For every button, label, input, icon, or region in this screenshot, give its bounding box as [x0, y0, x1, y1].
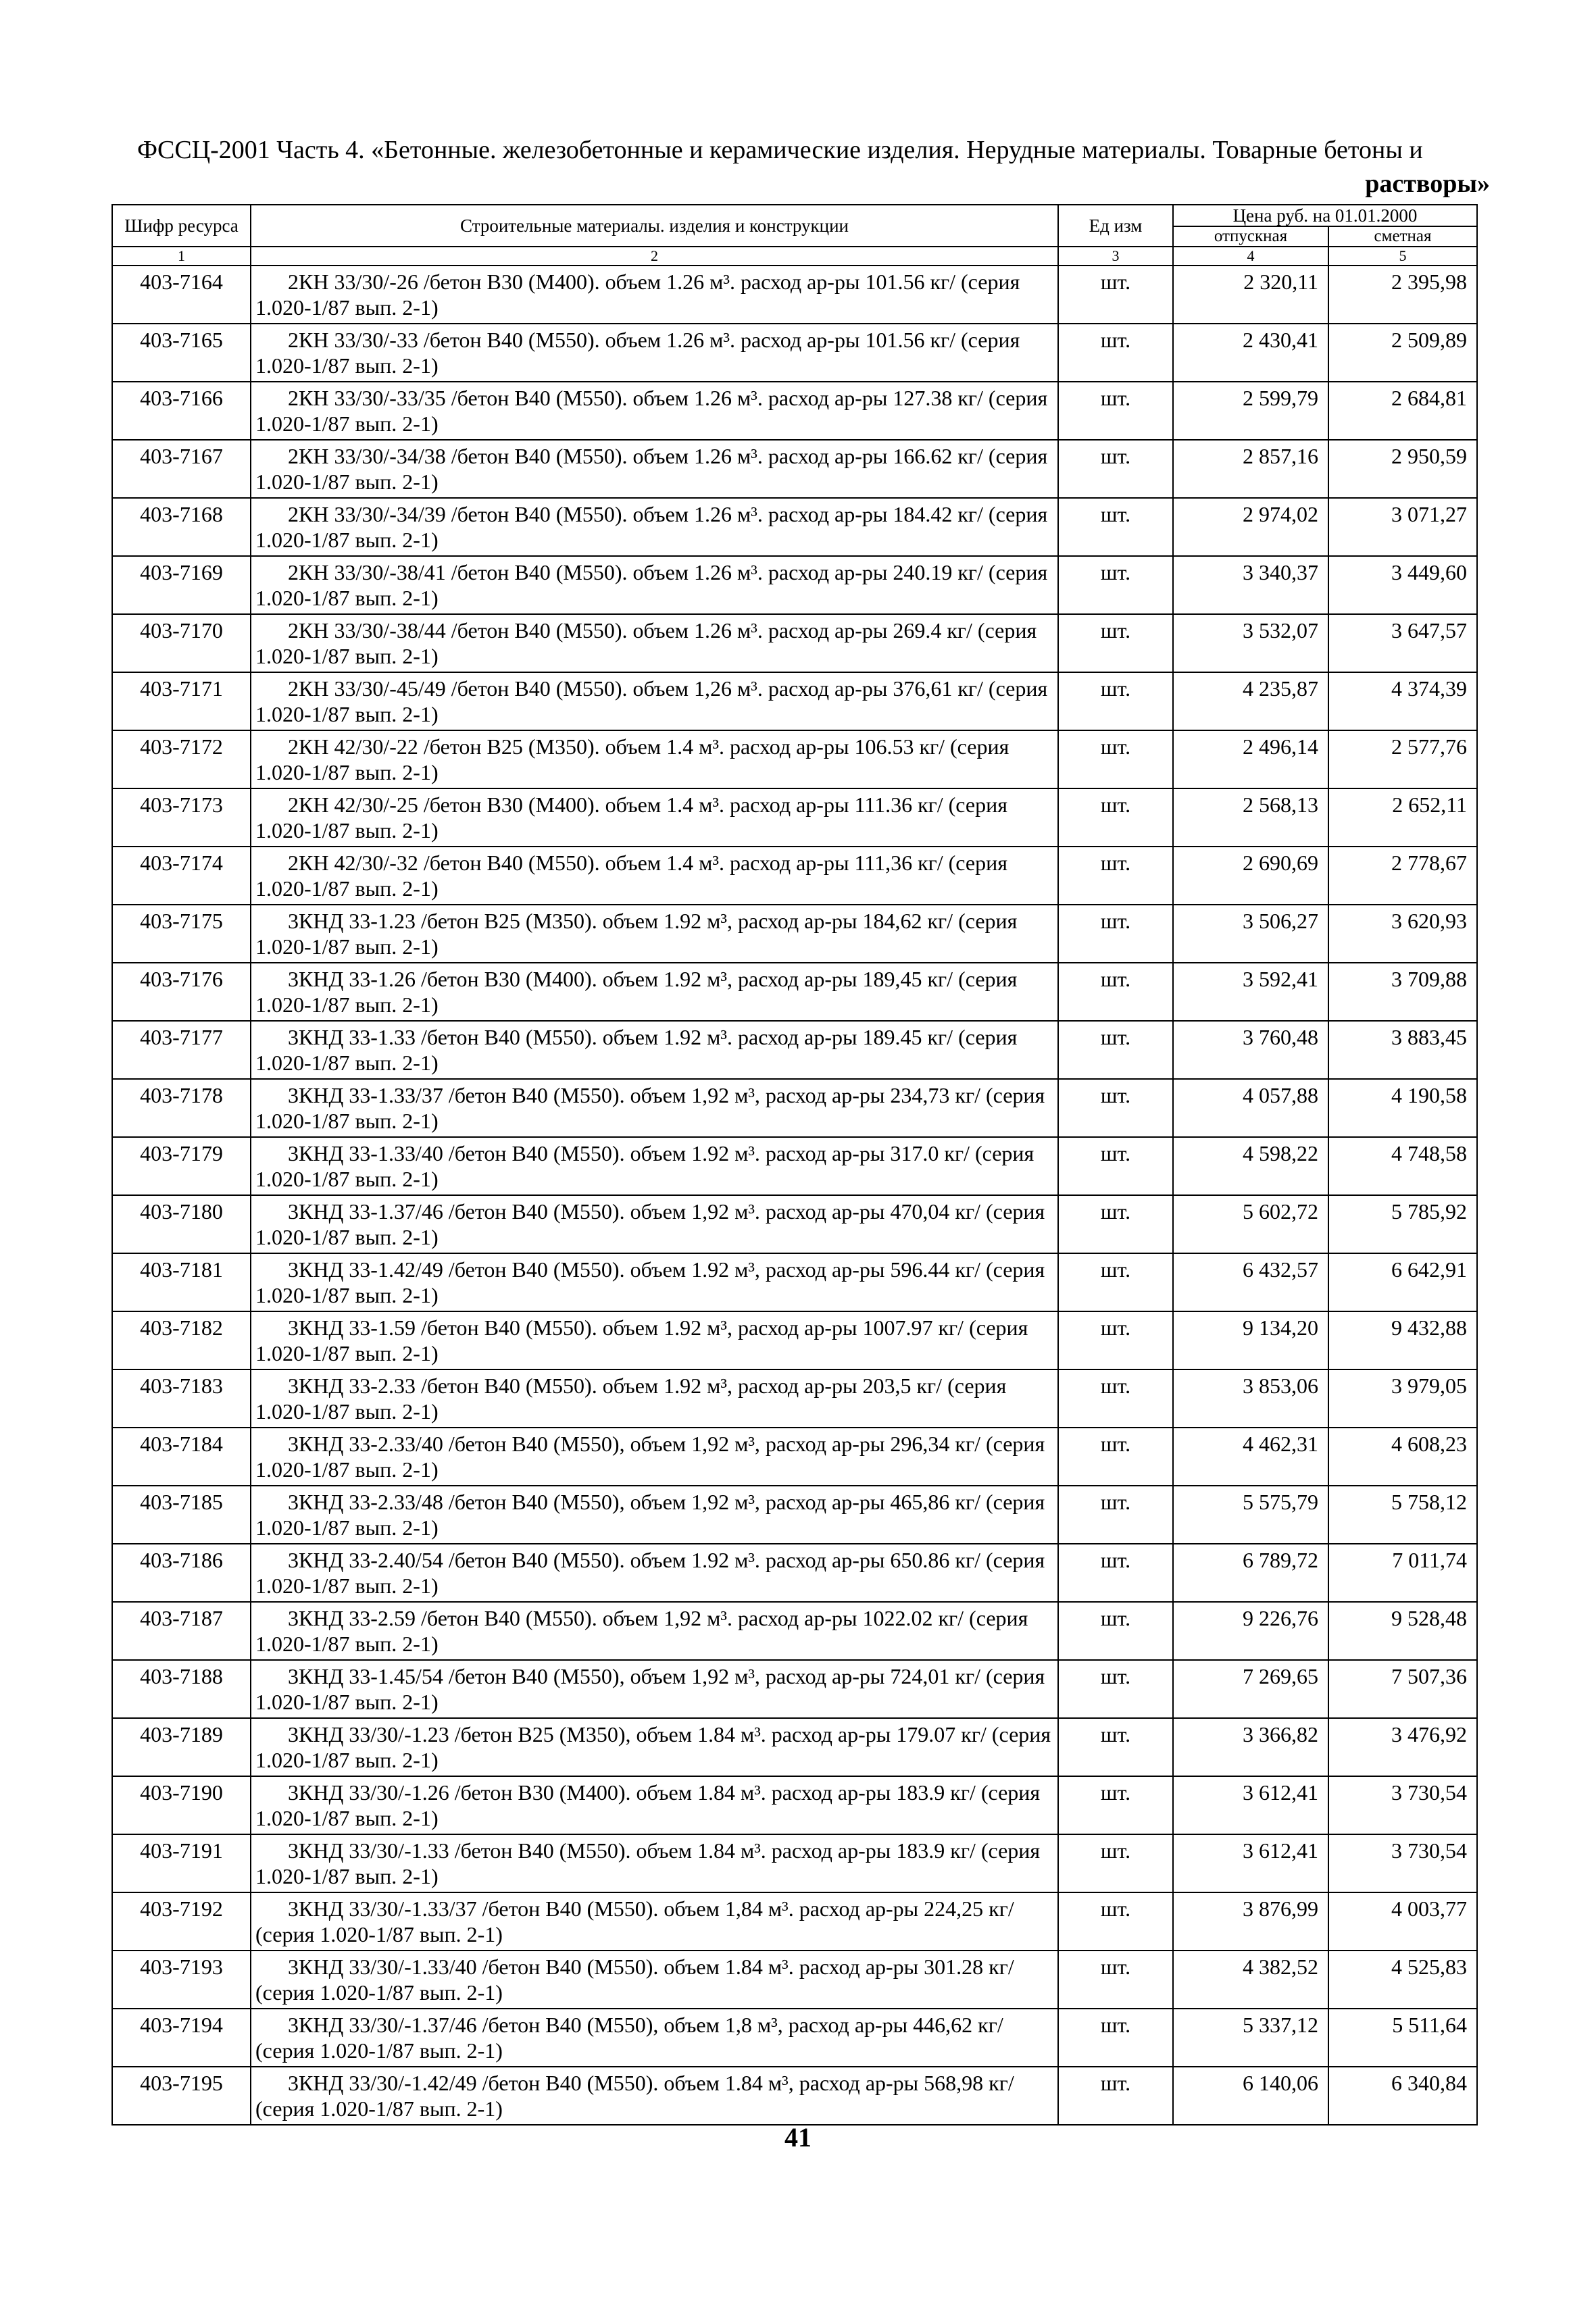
description-text: 3КНД 33/30/-1.42/49 /бетон В40 (М550). объем 1.84 м³, расход ар-ры 568,98 кг/ (серия 1.020-1/87 вып. 2-1) — [255, 2071, 1014, 2121]
estimate-price-cell: 3 647,57 — [1328, 614, 1477, 672]
table-body — [112, 266, 1477, 2125]
release-price-cell: 3 340,37 — [1173, 556, 1328, 614]
description-text: 3КНД 33-1.45/54 /бетон В40 (М550), объем 1,92 м³, расход ар-ры 724,01 кг/ (серия 1.020-1/87 вып. 2-1) — [255, 1664, 1045, 1714]
release-price-cell: 9 226,76 — [1173, 1602, 1328, 1660]
resource-code-cell: 403-7193 — [112, 1951, 251, 2009]
unit-cell: шт. — [1058, 963, 1173, 1021]
description-text: 2КН 33/30/-34/38 /бетон В40 (М550). объем 1.26 м³. расход ар-ры 166.62 кг/ (серия 1.020-1/87 вып. 2-1) — [255, 444, 1048, 494]
table-row — [112, 382, 1477, 440]
estimate-price-cell: 5 511,64 — [1328, 2009, 1477, 2067]
unit-cell: шт. — [1058, 1428, 1173, 1486]
header-title-line2: растворы» — [1365, 170, 1490, 198]
description-text: 2КН 33/30/-33 /бетон В40 (М550). объем 1.26 м³. расход ар-ры 101.56 кг/ (серия 1.020-1/87 вып. 2-1) — [255, 328, 1020, 378]
release-price-cell: 5 337,12 — [1173, 2009, 1328, 2067]
release-price-cell: 3 760,48 — [1173, 1021, 1328, 1079]
table-row — [112, 614, 1477, 672]
resource-code-cell: 403-7165 — [112, 324, 251, 382]
col-header-release-price: отпускная — [1173, 226, 1328, 247]
unit-cell: шт. — [1058, 1253, 1173, 1311]
release-price-cell: 4 462,31 — [1173, 1428, 1328, 1486]
table-row — [112, 963, 1477, 1021]
description-cell — [251, 1311, 1058, 1369]
table-row — [112, 1195, 1477, 1253]
release-price-cell: 3 532,07 — [1173, 614, 1328, 672]
description-text: 3КНД 33-2.33 /бетон В40 (М550). объем 1.92 м³, расход ар-ры 203,5 кг/ (серия 1.020-1/87 вып. 2-1) — [255, 1374, 1007, 1424]
description-text: 3КНД 33-2.33/40 /бетон В40 (М550), объем 1,92 м³, расход ар-ры 296,34 кг/ (серия 1.020-1/87 вып. 2-1) — [255, 1432, 1045, 1482]
description-text: 3КНД 33-2.59 /бетон В40 (М550). объем 1,92 м³. расход ар-ры 1022.02 кг/ (серия 1.020-1/87 вып. 2-1) — [255, 1606, 1028, 1656]
estimate-price-cell: 2 684,81 — [1328, 382, 1477, 440]
estimate-price-cell: 2 509,89 — [1328, 324, 1477, 382]
estimate-price-cell: 6 642,91 — [1328, 1253, 1477, 1311]
release-price-cell: 9 134,20 — [1173, 1311, 1328, 1369]
release-price-cell: 5 575,79 — [1173, 1486, 1328, 1544]
unit-cell: шт. — [1058, 1079, 1173, 1137]
estimate-price-cell: 6 340,84 — [1328, 2067, 1477, 2125]
description-cell — [251, 1253, 1058, 1311]
unit-cell: шт. — [1058, 440, 1173, 498]
description-text: 2КН 33/30/-33/35 /бетон В40 (М550). объем 1.26 м³. расход ар-ры 127.38 кг/ (серия 1.020-1/87 вып. 2-1) — [255, 386, 1048, 436]
table-row — [112, 672, 1477, 730]
release-price-cell: 2 320,11 — [1173, 266, 1328, 324]
release-price-cell: 2 430,41 — [1173, 324, 1328, 382]
description-cell — [251, 1544, 1058, 1602]
resource-code-cell: 403-7167 — [112, 440, 251, 498]
release-price-cell: 3 612,41 — [1173, 1776, 1328, 1834]
table-row — [112, 1951, 1477, 2009]
description-cell — [251, 1892, 1058, 1951]
estimate-price-cell: 9 528,48 — [1328, 1602, 1477, 1660]
table-row — [112, 1776, 1477, 1834]
description-text: 3КНД 33-1.26 /бетон В30 (М400). объем 1.92 м³, расход ар-ры 189,45 кг/ (серия 1.020-1/87 вып. 2-1) — [255, 967, 1018, 1017]
table-row — [112, 1137, 1477, 1195]
col-number: 2 — [251, 247, 1058, 266]
table-row — [112, 1369, 1477, 1428]
resource-code-cell: 403-7178 — [112, 1079, 251, 1137]
release-price-cell: 4 598,22 — [1173, 1137, 1328, 1195]
unit-cell: шт. — [1058, 1137, 1173, 1195]
table-row — [112, 1021, 1477, 1079]
unit-cell: шт. — [1058, 1951, 1173, 2009]
unit-cell: шт. — [1058, 1369, 1173, 1428]
table-row — [112, 905, 1477, 963]
description-text: 3КНД 33-1.33/37 /бетон В40 (М550). объем 1,92 м³, расход ар-ры 234,73 кг/ (серия 1.020-1/87 вып. 2-1) — [255, 1083, 1045, 1133]
description-cell — [251, 1137, 1058, 1195]
table-row — [112, 2067, 1477, 2125]
unit-cell: шт. — [1058, 2067, 1173, 2125]
unit-cell: шт. — [1058, 1544, 1173, 1602]
resource-code-cell: 403-7190 — [112, 1776, 251, 1834]
resource-code-cell: 403-7179 — [112, 1137, 251, 1195]
unit-cell: шт. — [1058, 2009, 1173, 2067]
release-price-cell: 6 789,72 — [1173, 1544, 1328, 1602]
description-text: 2КН 33/30/-45/49 /бетон В40 (М550). объем 1,26 м³. расход ар-ры 376,61 кг/ (серия 1.020-1/87 вып. 2-1) — [255, 676, 1048, 726]
description-cell — [251, 1834, 1058, 1892]
col-header-price: Цена руб. на 01.01.2000 — [1173, 205, 1477, 226]
release-price-cell: 6 140,06 — [1173, 2067, 1328, 2125]
table-row — [112, 1660, 1477, 1718]
col-number: 3 — [1058, 247, 1173, 266]
release-price-cell: 4 235,87 — [1173, 672, 1328, 730]
release-price-cell: 2 974,02 — [1173, 498, 1328, 556]
release-price-cell: 3 366,82 — [1173, 1718, 1328, 1776]
release-price-cell: 3 876,99 — [1173, 1892, 1328, 1951]
unit-cell: шт. — [1058, 1195, 1173, 1253]
unit-cell: шт. — [1058, 1311, 1173, 1369]
col-header-estimate-price: сметная — [1328, 226, 1477, 247]
estimate-price-cell: 3 476,92 — [1328, 1718, 1477, 1776]
description-text: 3КНД 33-1.33 /бетон В40 (М550). объем 1.92 м³. расход ар-ры 189.45 кг/ (серия 1.020-1/87 вып. 2-1) — [255, 1025, 1018, 1075]
description-text: 3КНД 33-1.59 /бетон В40 (М550). объем 1.92 м³, расход ар-ры 1007.97 кг/ (серия 1.020-1/87 вып. 2-1) — [255, 1315, 1028, 1365]
resource-code-cell: 403-7176 — [112, 963, 251, 1021]
resource-code-cell: 403-7173 — [112, 788, 251, 847]
table-row — [112, 266, 1477, 324]
estimate-price-cell: 4 608,23 — [1328, 1428, 1477, 1486]
estimate-price-cell: 4 748,58 — [1328, 1137, 1477, 1195]
col-header-code: Шифр ресурса — [112, 205, 251, 247]
resource-code-cell: 403-7184 — [112, 1428, 251, 1486]
estimate-price-cell: 2 950,59 — [1328, 440, 1477, 498]
estimate-price-cell: 7 011,74 — [1328, 1544, 1477, 1602]
unit-cell: шт. — [1058, 905, 1173, 963]
description-cell — [251, 788, 1058, 847]
column-number-row — [112, 247, 1477, 266]
description-text: 3КНД 33/30/-1.23 /бетон В25 (М350), объем 1.84 м³. расход ар-ры 179.07 кг/ (серия 1.020-1/87 вып. 2-1) — [255, 1722, 1051, 1772]
col-number: 1 — [112, 247, 251, 266]
unit-cell: шт. — [1058, 1834, 1173, 1892]
description-text: 2КН 33/30/-26 /бетон В30 (М400). объем 1.26 м³. расход ар-ры 101.56 кг/ (серия 1.020-1/87 вып. 2-1) — [255, 270, 1020, 320]
estimate-price-cell: 3 449,60 — [1328, 556, 1477, 614]
table-row — [112, 1544, 1477, 1602]
estimate-price-cell: 5 785,92 — [1328, 1195, 1477, 1253]
estimate-price-cell: 3 071,27 — [1328, 498, 1477, 556]
resource-code-cell: 403-7166 — [112, 382, 251, 440]
table-row — [112, 1311, 1477, 1369]
col-header-unit: Ед изм — [1058, 205, 1173, 247]
description-text: 2КН 42/30/-25 /бетон В30 (М400). объем 1.4 м³. расход ар-ры 111.36 кг/ (серия 1.020-1/87 вып. 2-1) — [255, 793, 1007, 842]
unit-cell: шт. — [1058, 498, 1173, 556]
col-header-description: Строительные материалы. изделия и конструкции — [251, 205, 1058, 247]
description-cell — [251, 1776, 1058, 1834]
estimate-price-cell: 3 620,93 — [1328, 905, 1477, 963]
col-number: 5 — [1328, 247, 1477, 266]
description-cell — [251, 556, 1058, 614]
description-cell — [251, 614, 1058, 672]
estimate-price-cell: 4 525,83 — [1328, 1951, 1477, 2009]
description-cell — [251, 847, 1058, 905]
estimate-price-cell: 4 190,58 — [1328, 1079, 1477, 1137]
description-text: 3КНД 33/30/-1.37/46 /бетон В40 (М550), объем 1,8 м³, расход ар-ры 446,62 кг/ (серия 1.020-1/87 вып. 2-1) — [255, 2013, 1003, 2063]
table-row — [112, 730, 1477, 788]
resource-code-cell: 403-7169 — [112, 556, 251, 614]
description-cell — [251, 1428, 1058, 1486]
unit-cell: шт. — [1058, 1660, 1173, 1718]
estimate-price-cell: 3 730,54 — [1328, 1776, 1477, 1834]
estimate-price-cell: 2 395,98 — [1328, 266, 1477, 324]
release-price-cell: 6 432,57 — [1173, 1253, 1328, 1311]
estimate-price-cell: 4 374,39 — [1328, 672, 1477, 730]
resource-code-cell: 403-7189 — [112, 1718, 251, 1776]
resource-code-cell: 403-7177 — [112, 1021, 251, 1079]
description-cell — [251, 1195, 1058, 1253]
description-text: 2КН 33/30/-38/44 /бетон В40 (М550). объем 1.26 м³. расход ар-ры 269.4 кг/ (серия 1.020-1/87 вып. 2-1) — [255, 618, 1037, 668]
unit-cell: шт. — [1058, 788, 1173, 847]
page-header — [111, 132, 1490, 207]
description-text: 2КН 33/30/-38/41 /бетон В40 (М550). объем 1.26 м³. расход ар-ры 240.19 кг/ (серия 1.020-1/87 вып. 2-1) — [255, 560, 1048, 610]
release-price-cell: 3 592,41 — [1173, 963, 1328, 1021]
description-text: 3КНД 33/30/-1.33/40 /бетон В40 (М550). объем 1.84 м³. расход ар-ры 301.28 кг/ (серия 1.020-1/87 вып. 2-1) — [255, 1955, 1014, 2005]
estimate-price-cell: 4 003,77 — [1328, 1892, 1477, 1951]
description-text: 3КНД 33-1.42/49 /бетон В40 (М550). объем 1.92 м³, расход ар-ры 596.44 кг/ (серия 1.020-1/87 вып. 2-1) — [255, 1257, 1045, 1307]
resource-code-cell: 403-7194 — [112, 2009, 251, 2067]
estimate-price-cell: 7 507,36 — [1328, 1660, 1477, 1718]
estimate-price-cell: 3 979,05 — [1328, 1369, 1477, 1428]
estimate-price-cell: 5 758,12 — [1328, 1486, 1477, 1544]
release-price-cell: 2 690,69 — [1173, 847, 1328, 905]
resource-code-cell: 403-7185 — [112, 1486, 251, 1544]
table-row — [112, 1486, 1477, 1544]
resource-code-cell: 403-7172 — [112, 730, 251, 788]
description-cell — [251, 1951, 1058, 2009]
description-cell — [251, 440, 1058, 498]
table-row — [112, 1834, 1477, 1892]
description-text: 3КНД 33-1.23 /бетон В25 (М350). объем 1.92 м³, расход ар-ры 184,62 кг/ (серия 1.020-1/87 вып. 2-1) — [255, 909, 1018, 959]
description-cell — [251, 1486, 1058, 1544]
estimate-price-cell: 9 432,88 — [1328, 1311, 1477, 1369]
table-row — [112, 1718, 1477, 1776]
unit-cell: шт. — [1058, 1718, 1173, 1776]
release-price-cell: 2 599,79 — [1173, 382, 1328, 440]
unit-cell: шт. — [1058, 1776, 1173, 1834]
description-text: 2КН 42/30/-32 /бетон В40 (М550). объем 1.4 м³. расход ар-ры 111,36 кг/ (серия 1.020-1/87 вып. 2-1) — [255, 851, 1007, 901]
estimate-price-cell: 3 883,45 — [1328, 1021, 1477, 1079]
description-text: 3КНД 33/30/-1.26 /бетон В30 (М400). объем 1.84 м³. расход ар-ры 183.9 кг/ (серия 1.020-1/87 вып. 2-1) — [255, 1780, 1041, 1830]
resource-code-cell: 403-7183 — [112, 1369, 251, 1428]
unit-cell: шт. — [1058, 324, 1173, 382]
release-price-cell: 7 269,65 — [1173, 1660, 1328, 1718]
description-cell — [251, 266, 1058, 324]
resource-code-cell: 403-7192 — [112, 1892, 251, 1951]
page-number: 41 — [784, 2122, 812, 2153]
estimate-price-cell: 2 652,11 — [1328, 788, 1477, 847]
unit-cell: шт. — [1058, 382, 1173, 440]
description-cell — [251, 672, 1058, 730]
description-cell — [251, 1602, 1058, 1660]
resource-code-cell: 403-7171 — [112, 672, 251, 730]
release-price-cell: 3 506,27 — [1173, 905, 1328, 963]
table-row — [112, 1428, 1477, 1486]
table-head — [112, 205, 1477, 266]
price-table — [111, 204, 1478, 2126]
resource-code-cell: 403-7186 — [112, 1544, 251, 1602]
description-cell — [251, 1718, 1058, 1776]
release-price-cell: 2 568,13 — [1173, 788, 1328, 847]
table-row — [112, 498, 1477, 556]
unit-cell: шт. — [1058, 672, 1173, 730]
table-row — [112, 1602, 1477, 1660]
resource-code-cell: 403-7181 — [112, 1253, 251, 1311]
description-text: 3КНД 33/30/-1.33 /бетон В40 (М550). объем 1.84 м³. расход ар-ры 183.9 кг/ (серия 1.020-1/87 вып. 2-1) — [255, 1838, 1041, 1888]
resource-code-cell: 403-7164 — [112, 266, 251, 324]
table-row — [112, 1892, 1477, 1951]
resource-code-cell: 403-7174 — [112, 847, 251, 905]
unit-cell: шт. — [1058, 614, 1173, 672]
description-text: 2КН 42/30/-22 /бетон В25 (М350). объем 1.4 м³. расход ар-ры 106.53 кг/ (серия 1.020-1/87 вып. 2-1) — [255, 734, 1009, 784]
release-price-cell: 3 612,41 — [1173, 1834, 1328, 1892]
resource-code-cell: 403-7195 — [112, 2067, 251, 2125]
description-text: 3КНД 33-2.33/48 /бетон В40 (М550), объем 1,92 м³, расход ар-ры 465,86 кг/ (серия 1.020-1/87 вып. 2-1) — [255, 1490, 1045, 1540]
release-price-cell: 3 853,06 — [1173, 1369, 1328, 1428]
release-price-cell: 4 057,88 — [1173, 1079, 1328, 1137]
col-number: 4 — [1173, 247, 1328, 266]
resource-code-cell: 403-7188 — [112, 1660, 251, 1718]
unit-cell: шт. — [1058, 1602, 1173, 1660]
table-row — [112, 788, 1477, 847]
description-cell — [251, 498, 1058, 556]
description-cell — [251, 1369, 1058, 1428]
description-text: 2КН 33/30/-34/39 /бетон В40 (М550). объем 1.26 м³. расход ар-ры 184.42 кг/ (серия 1.020-1/87 вып. 2-1) — [255, 502, 1048, 552]
description-cell — [251, 2067, 1058, 2125]
header-title-line1: ФССЦ-2001 Часть 4. «Бетонные. железобетонные и керамические изделия. Нерудные материалы. Товарные бетоны и — [137, 136, 1423, 164]
table-row — [112, 1079, 1477, 1137]
description-cell — [251, 2009, 1058, 2067]
description-cell — [251, 1660, 1058, 1718]
description-cell — [251, 382, 1058, 440]
table-row — [112, 440, 1477, 498]
release-price-cell: 2 857,16 — [1173, 440, 1328, 498]
description-text: 3КНД 33-1.37/46 /бетон В40 (М550). объем 1,92 м³. расход ар-ры 470,04 кг/ (серия 1.020-1/87 вып. 2-1) — [255, 1199, 1045, 1249]
description-text: 3КНД 33-1.33/40 /бетон В40 (М550). объем 1.92 м³. расход ар-ры 317.0 кг/ (серия 1.020-1/87 вып. 2-1) — [255, 1141, 1034, 1191]
description-cell — [251, 324, 1058, 382]
unit-cell: шт. — [1058, 1892, 1173, 1951]
resource-code-cell: 403-7182 — [112, 1311, 251, 1369]
resource-code-cell: 403-7180 — [112, 1195, 251, 1253]
release-price-cell: 2 496,14 — [1173, 730, 1328, 788]
table-row — [112, 847, 1477, 905]
estimate-price-cell: 2 778,67 — [1328, 847, 1477, 905]
unit-cell: шт. — [1058, 266, 1173, 324]
estimate-price-cell: 3 709,88 — [1328, 963, 1477, 1021]
description-cell — [251, 1021, 1058, 1079]
table-row — [112, 556, 1477, 614]
unit-cell: шт. — [1058, 847, 1173, 905]
table-row — [112, 324, 1477, 382]
estimate-price-cell: 3 730,54 — [1328, 1834, 1477, 1892]
unit-cell: шт. — [1058, 556, 1173, 614]
estimate-price-cell: 2 577,76 — [1328, 730, 1477, 788]
unit-cell: шт. — [1058, 730, 1173, 788]
release-price-cell: 4 382,52 — [1173, 1951, 1328, 2009]
description-cell — [251, 1079, 1058, 1137]
description-cell — [251, 730, 1058, 788]
table-row — [112, 1253, 1477, 1311]
resource-code-cell: 403-7168 — [112, 498, 251, 556]
resource-code-cell: 403-7191 — [112, 1834, 251, 1892]
unit-cell: шт. — [1058, 1021, 1173, 1079]
description-text: 3КНД 33-2.40/54 /бетон В40 (М550). объем 1.92 м³. расход ар-ры 650.86 кг/ (серия 1.020-1/87 вып. 2-1) — [255, 1548, 1045, 1598]
resource-code-cell: 403-7187 — [112, 1602, 251, 1660]
unit-cell: шт. — [1058, 1486, 1173, 1544]
release-price-cell: 5 602,72 — [1173, 1195, 1328, 1253]
description-text: 3КНД 33/30/-1.33/37 /бетон В40 (М550). объем 1,84 м³. расход ар-ры 224,25 кг/ (серия 1.020-1/87 вып. 2-1) — [255, 1896, 1014, 1946]
resource-code-cell: 403-7175 — [112, 905, 251, 963]
description-cell — [251, 905, 1058, 963]
resource-code-cell: 403-7170 — [112, 614, 251, 672]
table-row — [112, 2009, 1477, 2067]
description-cell — [251, 963, 1058, 1021]
